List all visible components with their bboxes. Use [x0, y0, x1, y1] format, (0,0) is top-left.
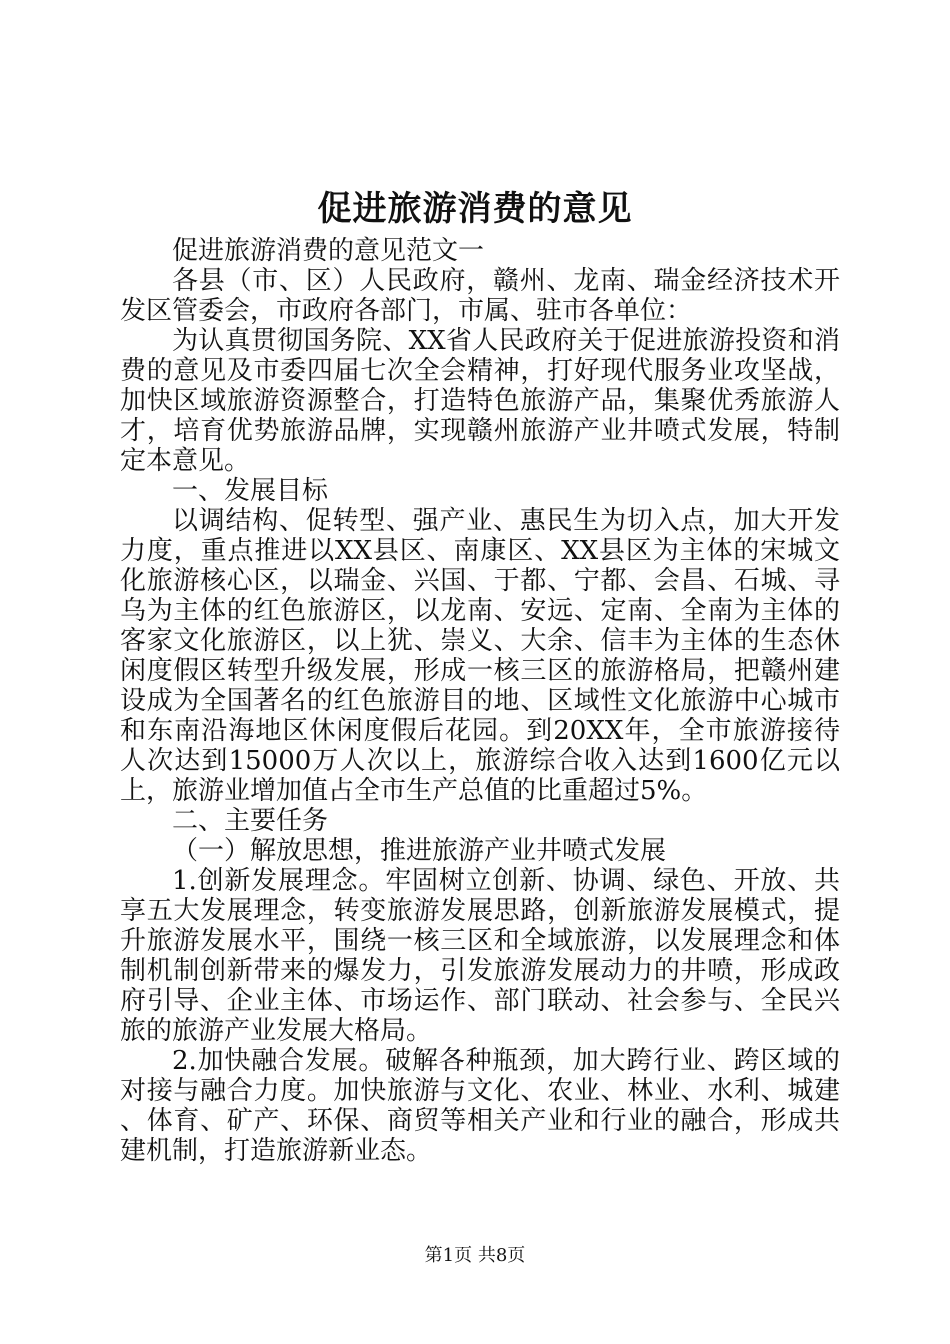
paragraph-task-1: 1.创新发展理念。牢固树立创新、协调、绿色、开放、共享五大发展理念，转变旅游发展思路，创新旅游发展模式，提升旅游发展水平，围绕一核三区和全域旅游，以发展理念和体制机制创新带来的爆发力，引发旅游发展动力的井喷，形成政府引导、企业主体、市场运作、部门联动、社会参与、全民兴旅的旅游产业发展大格局。	[120, 866, 840, 1046]
subsection-heading-1: （一）解放思想，推进旅游产业井喷式发展	[172, 836, 667, 866]
paragraph-heading-sample: 促进旅游消费的意见范文一	[172, 236, 485, 266]
page-footer: 第1页 共8页	[424, 1245, 526, 1266]
paragraph-goals: 以调结构、促转型、强产业、惠民生为切入点，加大开发力度，重点推进以XX县区、南康区、XX县区为主体的宋城文化旅游核心区，以瑞金、兴国、于都、宁都、会昌、石城、寻乌为主体的红色旅游区，以龙南、安远、定南、全南为主体的客家文化旅游区，以上犹、崇义、大余、信丰为主体的生态休闲度假区转型升级发展，形成一核三区的旅游格局，把赣州建设成为全国著名的红色旅游目的地、区域性文化旅游中心城市和东南沿海地区休闲度假后花园。到20XX年，全市旅游接待人次达到15000万人次以上，旅游综合收入达到1600亿元以上，旅游业增加值占全市生产总值的比重超过5%。	[120, 506, 840, 806]
section-heading-tasks: 二、主要任务	[172, 806, 329, 836]
section-heading-goals: 一、发展目标	[172, 476, 329, 506]
paragraph-task-2: 2.加快融合发展。破解各种瓶颈，加大跨行业、跨区域的对接与融合力度。加快旅游与文化、农业、林业、水利、城建、体育、矿产、环保、商贸等相关产业和行业的融合，形成共建机制，打造旅游新业态。	[120, 1046, 840, 1166]
paragraph-addressees: 各县（市、区）人民政府，赣州、龙南、瑞金经济技术开发区管委会，市政府各部门，市属、驻市各单位：	[120, 266, 840, 326]
document-title: 促进旅游消费的意见	[317, 189, 633, 229]
paragraph-intro: 为认真贯彻国务院、XX省人民政府关于促进旅游投资和消费的意见及市委四届七次全会精神，打好现代服务业攻坚战，加快区域旅游资源整合，打造特色旅游产品，集聚优秀旅游人才，培育优势旅游品牌，实现赣州旅游产业井喷式发展，特制定本意见。	[120, 326, 840, 476]
document-body	[120, 236, 840, 1166]
